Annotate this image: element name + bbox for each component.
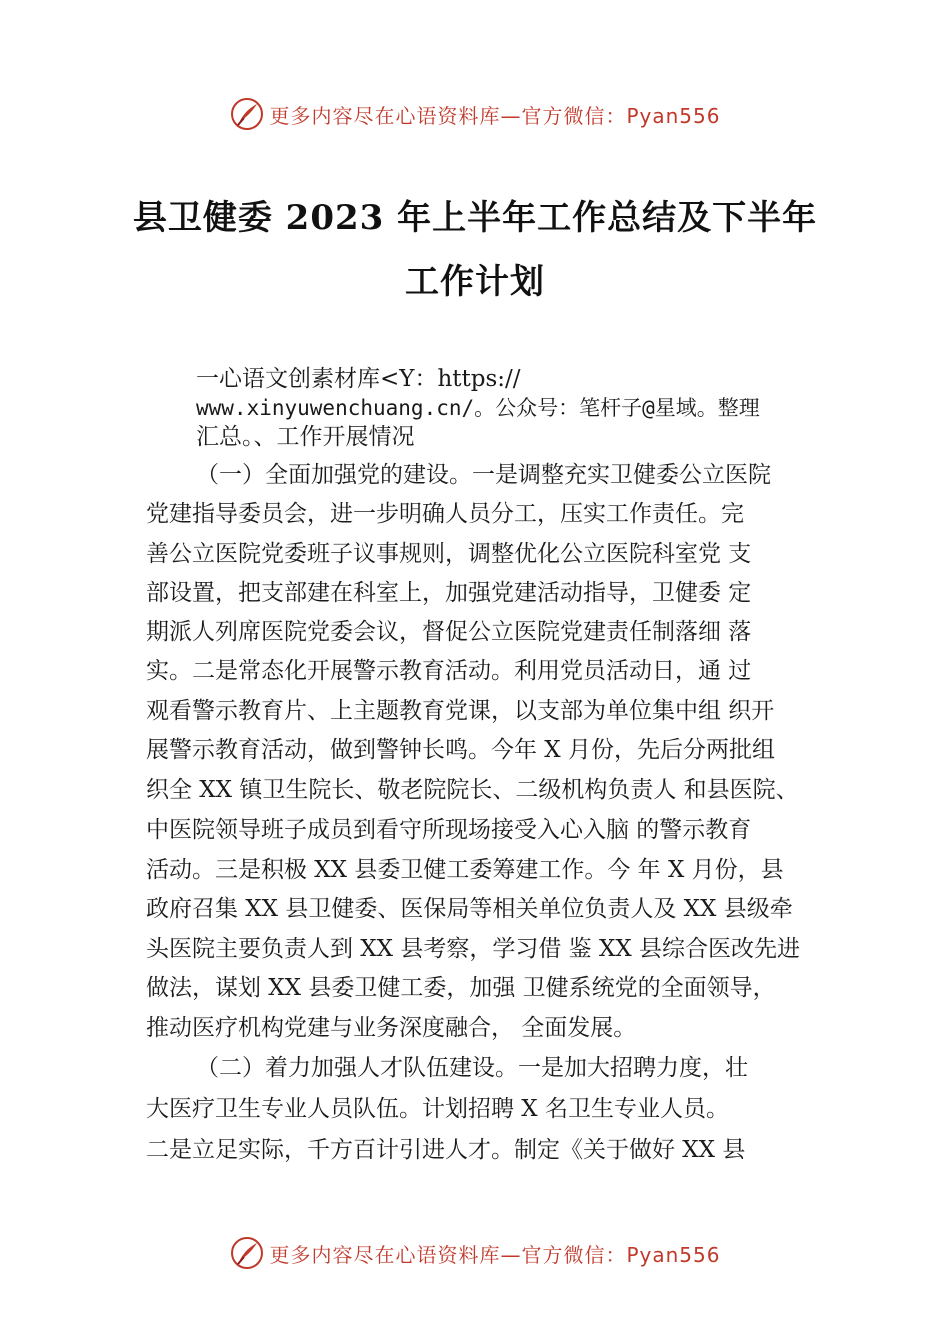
header-banner: [0, 94, 950, 134]
body-line: 展警示教育活动，做到警钟长鸣。今年 X 月份，先后分两批组: [146, 737, 775, 763]
body-line: 观看警示教育片、上主题教育党课，以支部为单位集中组 织开: [146, 698, 775, 724]
feather-quill-logo-icon: [229, 1235, 265, 1271]
body-line: 二是立足实际，千方百计引进人才。制定《关于做好 XX 县: [146, 1137, 746, 1163]
body-line: 织全 XX 镇卫生院长、敬老院院长、二级机构负责人 和县医院、: [146, 777, 799, 803]
body-line: www.xinyuwenchuang.cn/。公众号：笔杆子@星域。整理: [196, 396, 760, 420]
feather-quill-logo-icon: [229, 96, 265, 132]
body-line: 一心语文创素材库<Y：https://: [196, 366, 521, 392]
body-line: （二）着力加强人才队伍建设。一是加大招聘力度，壮: [196, 1055, 748, 1081]
body-line: 活动。三是积极 XX 县委卫健工委筹建工作。今 年 X 月份，县: [146, 857, 784, 883]
body-line: 头医院主要负责人到 XX 县考察，学习借 鉴 XX 县综合医改先进: [146, 936, 801, 962]
body-line: 做法，谋划 XX 县委卫健工委，加强 卫健系统党的全面领导，: [146, 975, 776, 1001]
body-line: 党建指导委员会，进一步明确人员分工，压实工作责任。完: [146, 501, 744, 527]
body-line: 实。二是常态化开展警示教育活动。利用党员活动日，通 过: [146, 658, 752, 684]
body-line: （一）全面加强党的建设。一是调整充实卫健委公立医院: [196, 462, 771, 488]
body-line: 部设置，把支部建在科室上，加强党建活动指导，卫健委 定: [146, 580, 752, 606]
banner-text: 更多内容尽在心语资料库—官方微信：Pyan556: [269, 103, 721, 128]
body-line: 善公立医院党委班子议事规则，调整优化公立医院科室党 支: [146, 541, 752, 567]
banner-text: 更多内容尽在心语资料库—官方微信：Pyan556: [269, 1242, 721, 1267]
body-line: 大医疗卫生专业人员队伍。计划招聘 X 名卫生专业人员。: [146, 1096, 729, 1122]
footer-banner: [0, 1233, 950, 1273]
body-line: 期派人列席医院党委会议，督促公立医院党建责任制落细 落: [146, 619, 752, 645]
document-title-line-2: 工作计划: [405, 262, 545, 302]
body-line: 汇总。、工作开展情况: [196, 424, 415, 450]
document-title-line-1: 县卫健委 2023 年上半年工作总结及下半年: [132, 198, 818, 238]
body-line: 推动医疗机构党建与业务深度融合， 全面发展。: [146, 1015, 637, 1041]
body-line: 政府召集 XX 县卫健委、医保局等相关单位负责人及 XX 县级牵: [146, 896, 793, 922]
body-line: 中医院领导班子成员到看守所现场接受入心入脑 的警示教育: [146, 817, 752, 843]
